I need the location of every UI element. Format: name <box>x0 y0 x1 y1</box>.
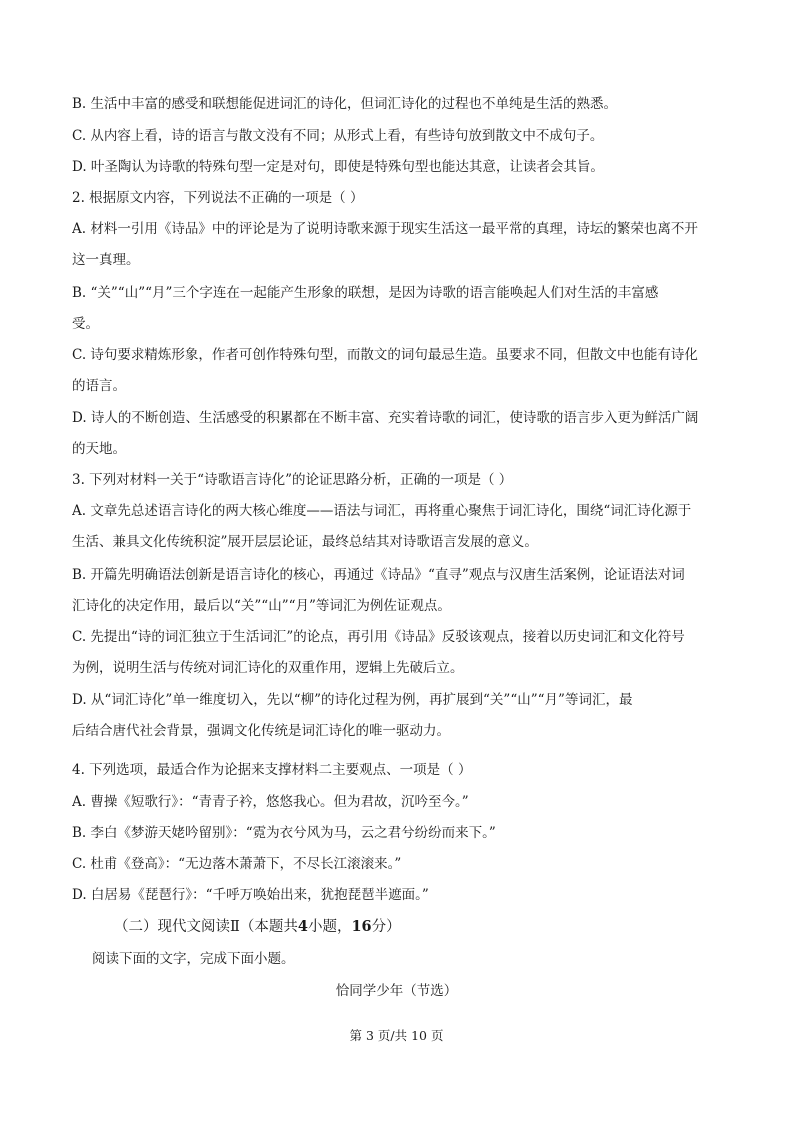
option-line: D. 白居易《琵琶行》：“千呼万唤始出来，犹抱琵琶半遮面。” <box>72 887 429 903</box>
option-line: 为例，说明生活与传统对词汇诗化的双重作用，逻辑上先破后立。 <box>72 660 464 676</box>
option-line: C. 杜甫《登高》：“无边落木萧萧下，不尽长江滚滚来。” <box>72 856 402 872</box>
section-heading <box>114 917 764 937</box>
section-question-count: 4 <box>297 918 308 935</box>
question-line: 2. 根据原文内容，下列说法不正确的一项是（ ） <box>72 190 364 206</box>
option-line: 受。 <box>72 316 99 332</box>
option-line: B. 开篇先明确语法创新是语言诗化的核心，再通过《诗品》“直寻”观点与汉唐生活案例，论证语法对词 <box>72 567 685 583</box>
page-number: 第 3 页/共 10 页 <box>349 1028 444 1043</box>
section-heading-suffix: 分） <box>371 919 401 935</box>
option-line: 的语言。 <box>72 378 126 394</box>
passage-title: 恰同学少年（节选） <box>335 983 458 999</box>
option-line: 生活、兼具文化传统积淀”展开层层论证，最终总结其对诗歌语言发展的意义。 <box>72 534 538 550</box>
section-heading-prefix: （二）现代文阅读Ⅱ（本题共 <box>114 919 298 935</box>
section-heading-mid: 小题， <box>307 919 352 935</box>
option-line: B. 生活中丰富的感受和联想能促进词汇的诗化，但词汇诗化的过程也不单纯是生活的熟悉。 <box>72 96 618 112</box>
option-line: 这一真理。 <box>72 252 140 268</box>
section-score: 16 <box>351 918 372 935</box>
option-line: D. 叶圣陶认为诗歌的特殊句型一定是对句，即使是特殊句型也能达其意，让读者会其旨。 <box>72 159 604 175</box>
option-line: 的天地。 <box>72 441 126 457</box>
question-line: 4. 下列选项，最适合作为论据来支撑材料二主要观点、一项是（ ） <box>72 762 472 778</box>
option-line: C. 先提出“诗的词汇独立于生活词汇”的论点，再引用《诗品》反驳该观点，接着以历史词汇和文化符号 <box>72 629 685 645</box>
option-line: A. 材料一引用《诗品》中的评论是为了说明诗歌来源于现实生活这一最平常的真理，诗坛的繁荣也离不开 <box>72 221 698 237</box>
option-line: A. 曹操《短歌行》：“青青子衿，悠悠我心。但为君故，沉吟至今。” <box>72 794 469 810</box>
option-line: D. 从“词汇诗化”单一维度切入，先以“柳”的诗化过程为例，再扩展到“关”“山”“月”等词汇，最 <box>72 692 633 708</box>
reading-instruction: 阅读下面的文字，完成下面小题。 <box>92 951 295 967</box>
option-line: A. 文章先总述语言诗化的两大核心维度——语法与词汇，再将重心聚焦于词汇诗化，围绕“词汇诗化源于 <box>72 503 692 519</box>
option-line: D. 诗人的不断创造、生活感受的积累都在不断丰富、充实着诗歌的词汇，使诗歌的语言步入更为鲜活广阔 <box>72 410 699 426</box>
option-line: C. 诗句要求精炼形象，作者可创作特殊句型，而散文的词句最忌生造。虽要求不同，但散文中也能有诗化 <box>72 347 698 363</box>
option-line: B. 李白《梦游天姥吟留别》：“霓为衣兮风为马，云之君兮纷纷而来下。” <box>72 825 496 841</box>
option-line: 后结合唐代社会背景，强调文化传统是词汇诗化的唯一驱动力。 <box>72 723 450 739</box>
option-line: 汇诗化的决定作用，最后以“关”“山”“月”等词汇为例佐证观点。 <box>72 598 451 614</box>
question-line: 3. 下列对材料一关于“诗歌语言诗化”的论证思路分析，正确的一项是（ ） <box>72 472 513 488</box>
option-line: C. 从内容上看，诗的语言与散文没有不同；从形式上看，有些诗句放到散文中不成句子。 <box>72 128 604 144</box>
option-line: B. “关”“山”“月”三个字连在一起能产生形象的联想，是因为诗歌的语言能唤起人们对生活的丰富感 <box>72 285 659 301</box>
